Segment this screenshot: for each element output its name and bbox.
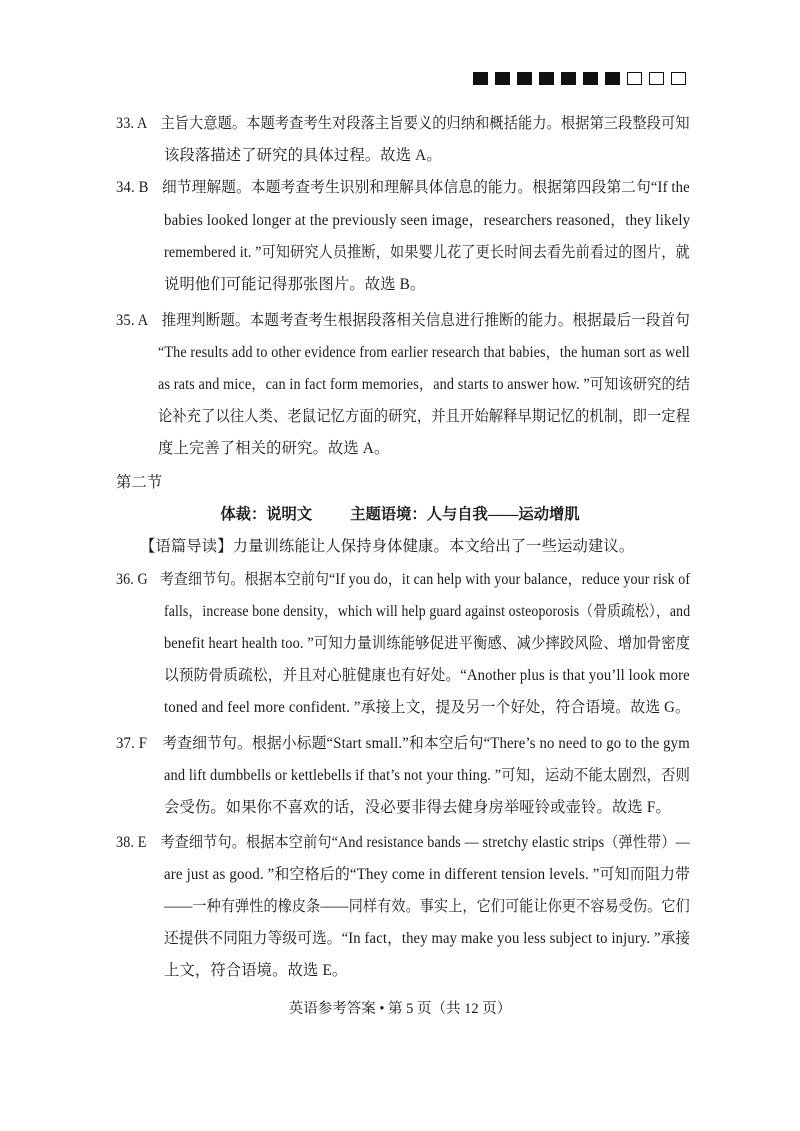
passage-context: 主题语境：人与自我——运动增肌 [350,506,580,523]
answer-text-line: 上文，符合语境。故选 E。 [164,962,348,979]
answer-text-line: 该段落描述了研究的具体过程。故选 A。 [164,147,442,164]
answer-35 [116,310,690,332]
answer-34 [116,177,690,199]
answer-text-line: 论补充了以往人类、老鼠记忆方面的研究，并且开始解释早期记忆的机制，即一定程 [158,408,691,425]
progress-mark-empty [649,72,664,85]
progress-mark-filled [583,72,598,85]
answer-text-line: 考查细节句。根据本空前句“And resistance bands — stretchy elastic strips（弹性带）— [160,834,690,851]
answer-37 [116,733,690,755]
answer-number: 35. A [116,312,149,329]
progress-mark-filled [517,72,532,85]
answer-text-line: toned and feel more confident. ”承接上文，提及另一个好处，符合语境。故选 G。 [164,699,691,716]
answer-text-line: 会受伤。如果你不喜欢的话，没必要非得去健身房举哑铃或壶铃。故选 F。 [164,799,671,816]
answer-text-line: 说明他们可能记得那张图片。故选 B。 [164,276,426,293]
answer-text-line: 考查细节句。根据小标题“Start small.”和本空后句“There’s no need to go to the gym [162,735,690,752]
progress-mark-filled [539,72,554,85]
answer-text-line: 主旨大意题。本题考查考生对段落主旨要义的归纳和概括能力。根据第三段整段可知 [160,115,690,132]
answer-text-line: 还提供不同阻力等级可选。“In fact，they may make you less subject to injury. ”承接 [164,930,691,947]
progress-mark-filled [473,72,488,85]
progress-mark-empty [671,72,686,85]
passage-guide: 【语篇导读】力量训练能让人保持身体健康。本文给出了一些运动建议。 [140,538,635,555]
answer-38 [116,832,690,854]
answer-number: 33. A [116,115,148,132]
progress-mark-filled [561,72,576,85]
page-footer: 英语参考答案 • 第 5 页（共 12 页） [288,1001,512,1017]
page-progress-marks [473,72,686,85]
answer-text-line: 细节理解题。本题考查考生识别和理解具体信息的能力。根据第四段第二句“If the [162,179,690,196]
answer-text-line: as rats and mice，can in fact form memories，and starts to answer how. ”可知该研究的结 [158,376,691,393]
passage-theme [0,504,800,526]
answer-text-line: 考查细节句。根据本空前句“If you do，it can help with your balance，reduce your risk of [159,571,691,588]
answer-text-line: 以预防骨质疏松，并且对心脏健康也有好处。“Another plus is that you’ll look more [164,667,690,684]
answer-text-line: remembered it. ”可知研究人员推断，如果婴儿花了更长时间去看先前看过的图片，就 [164,244,690,261]
answer-number: 38. E [116,834,147,851]
answer-36 [116,569,690,591]
answer-text-line: benefit heart health too. ”可知力量训练能够促进平衡感、减少摔跤风险、增加骨密度 [164,635,691,652]
answer-number: 34. B [116,179,149,196]
progress-mark-filled [495,72,510,85]
answer-number: 37. F [116,735,148,752]
progress-mark-filled [605,72,620,85]
answer-text-line: falls，increase bone density，which will help guard against osteoporosis（骨质疏松），and [164,603,691,620]
progress-mark-empty [627,72,642,85]
answer-text-line: and lift dumbbells or kettlebells if that’s not your thing. ”可知，运动不能太剧烈，否则 [164,767,691,784]
passage-genre: 体裁：说明文 [220,506,313,523]
answer-text-line: ——一种有弹性的橡皮条——同样有效。事实上，它们可能让你更不容易受伤。它们 [164,898,690,915]
answer-number: 36. G [116,571,148,588]
answer-text-line: babies looked longer at the previously seen image，researchers reasoned，they likely [164,212,691,229]
section-title: 第二节 [116,474,163,491]
answer-33 [116,113,690,135]
answer-text-line: “The results add to other evidence from earlier research that babies，the human sort as well [158,344,690,361]
answer-text-line: 度上完善了相关的研究。故选 A。 [158,440,390,457]
answer-text-line: 推理判断题。本题考查考生根据段落相关信息进行推断的能力。根据最后一段首句 [161,312,690,329]
answer-text-line: are just as good. ”和空格后的“They come in different tension levels. ”可知而阻力带 [164,866,691,883]
